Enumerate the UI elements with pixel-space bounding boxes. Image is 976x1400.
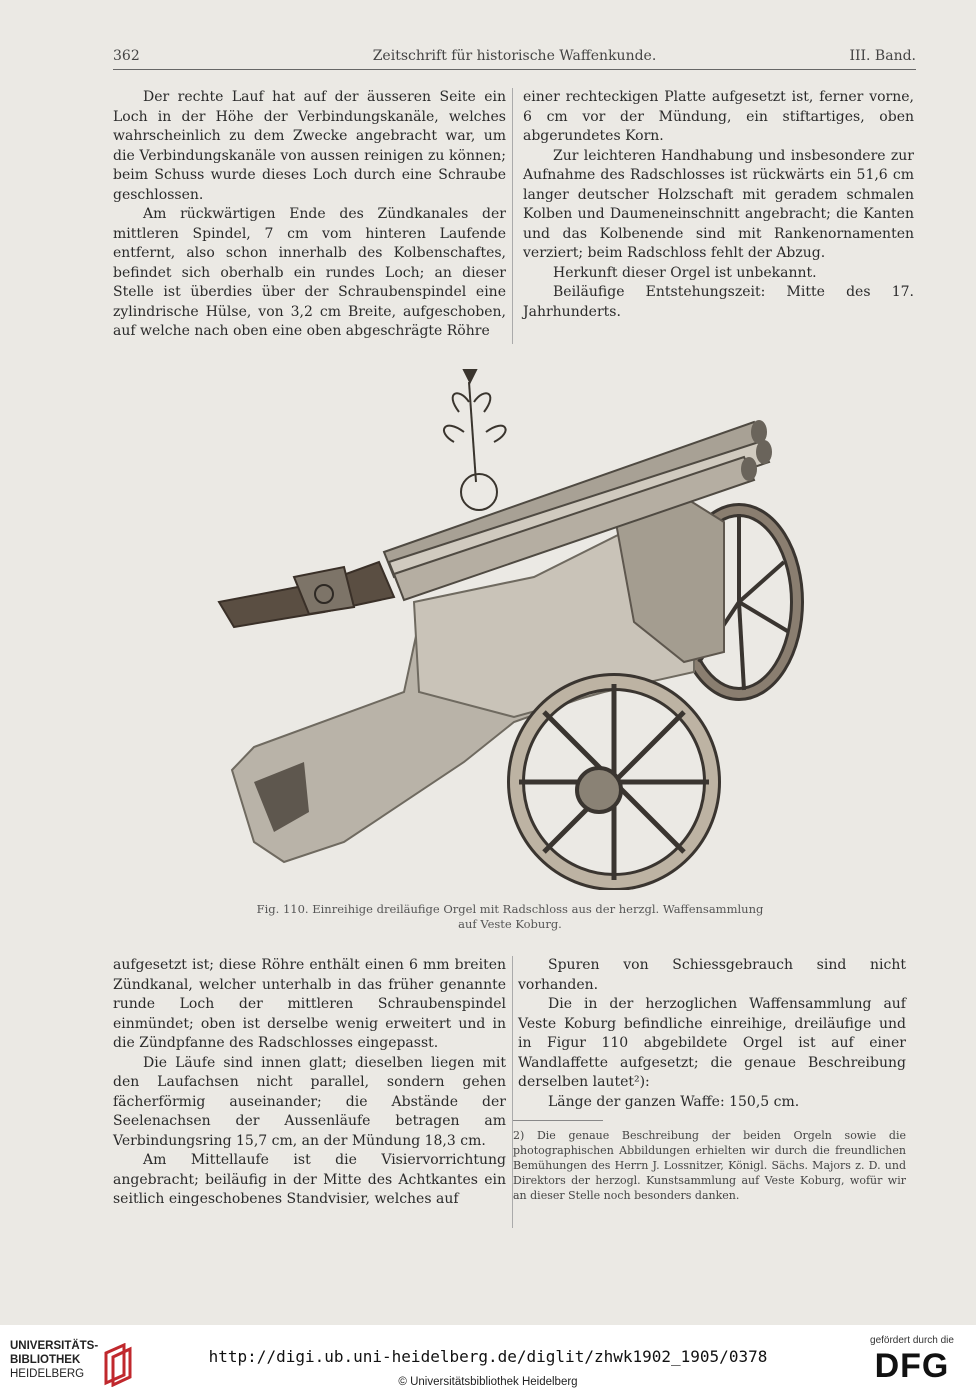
paragraph: Länge der ganzen Waffe: 150,5 cm. <box>548 1093 800 1110</box>
paragraph: Am Mittellaufe ist die Visiervorrichtung angebracht; beiläufig in der Mitte des Achtkantes ein seitlich eingeschobenes Standvisier, welches auf <box>113 1152 506 1207</box>
journal-title: Zeitschrift für historische Waffenkunde. <box>372 48 657 64</box>
figure-organ-gun-image <box>214 362 810 890</box>
bottom-left-column <box>113 956 506 1210</box>
top-right-column <box>523 88 914 322</box>
running-header <box>113 44 916 70</box>
figure-caption <box>200 902 820 932</box>
paragraph: Am rückwärtigen Ende des Zündkanales der mittleren Spindel, 7 cm vom hinteren Laufende entfernt, also schon innerhalb des Kolbenschaftes, befindet sich oberhalb ein rundes Loch; an dieser Stelle ist überdies über der Schraubenspindel eine zylindrische Hülse, von 3,2 cm Breite, aufgeschoben, auf welche nach oben eine oben abgeschrägte Röhre <box>113 206 506 339</box>
paragraph: Beiläufige Entstehungszeit: Mitte des 17. Jahrhunderts. <box>523 284 914 320</box>
paragraph: Die in der herzoglichen Waffensammlung auf Veste Koburg befindliche einreihige, dreiläufige und in Figur 110 abgebildete Orgel ist auf einer Wandlaffette aufgesetzt; die genaue Beschreibung derselben lautet²): <box>518 996 906 1090</box>
viewer-footer <box>0 1325 976 1400</box>
library-name: UNIVERSITÄTS- BIBLIOTHEK HEIDELBERG <box>10 1340 99 1380</box>
paragraph: Spuren von Schiessgebrauch sind nicht vorhanden. <box>518 957 906 993</box>
caption-line-1: Fig. 110. Einreihige dreiläufige Orgel mit Radschloss aus der herzgl. Waffensammlung <box>256 902 764 916</box>
caption-line-2: auf Veste Koburg. <box>458 917 562 931</box>
bottom-right-column <box>518 956 906 1112</box>
paragraph: Zur leichteren Handhabung und insbesondere zur Aufnahme des Radschlosses ist rückwärts ein 51,6 cm langer deutscher Holzschaft mit geradem schmalen Kolben und Daumeneinschnitt angebracht; die Kanten und das Kolbenende sind mit Rankenornamenten verziert; beim Radschloss fehlt der Abzug. <box>523 147 914 261</box>
top-left-column <box>113 88 506 342</box>
footnote-rule <box>513 1120 603 1121</box>
paragraph: aufgesetzt ist; diese Röhre enthält einen 6 mm breiten Zündkanal, welcher unterhalb in das früher genannte runde Loch der mittleren Schraubenspindel einmündet; oben ist derselbe wenig erweitert und in die Zündpfanne des Radschlosses eingepasst. <box>113 957 506 1051</box>
copyright-notice: © Universitätsbibliothek Heidelberg <box>398 1376 578 1388</box>
paragraph: Herkunft dieser Orgel ist unbekannt. <box>553 264 817 281</box>
paragraph: einer rechteckigen Platte aufgesetzt ist, ferner vorne, 6 cm vor der Mündung, ein stiftartiges, oben abgerundetes Korn. <box>523 89 914 144</box>
page-number: 362 <box>113 48 140 64</box>
footnote: 2) Die genaue Beschreibung der beiden Orgeln sowie die photographischen Abbildungen erhielten wir durch die freundlichen Bemühungen des Herrn J. Lossnitzer, Königl. Sächs. Majors z. D. und Direktors der herzogl. Kunstsammlung auf Veste Koburg, wofür wir an dieser Stelle noch besonders danken. <box>513 1129 906 1202</box>
permalink-url[interactable]: http://digi.ub.uni-heidelberg.de/diglit/zhwk1902_1905/0378 <box>208 1347 768 1366</box>
funding-label: gefördert durch die <box>870 1335 954 1346</box>
front-wheel <box>516 682 712 882</box>
dfg-funding-logo[interactable] <box>862 1335 962 1386</box>
column-divider <box>512 88 513 344</box>
volume-label: III. Band. <box>849 48 916 64</box>
header-rule <box>113 69 916 70</box>
dfg-logo-text: DFG <box>874 1347 950 1385</box>
paragraph: Die Läufe sind innen glatt; dieselben liegen mit den Laufachsen nicht parallel, sondern gehen fächerförmig auseinander; die Abstände der Seelenachsen der Aussenläufe betragen am Verbindungsring 15,7 cm, an der Mündung 18,3 cm. <box>113 1054 506 1149</box>
paragraph: Der rechte Lauf hat auf der äusseren Seite ein Loch in der Höhe der Verbindungskanäle, welches wahrscheinlich zu dem Zwecke angebracht war, um die Verbindungskanäle von aussen reinigen zu können; beim Schuss wurde dieses Loch durch eine Schraube geschlossen. <box>113 89 506 203</box>
